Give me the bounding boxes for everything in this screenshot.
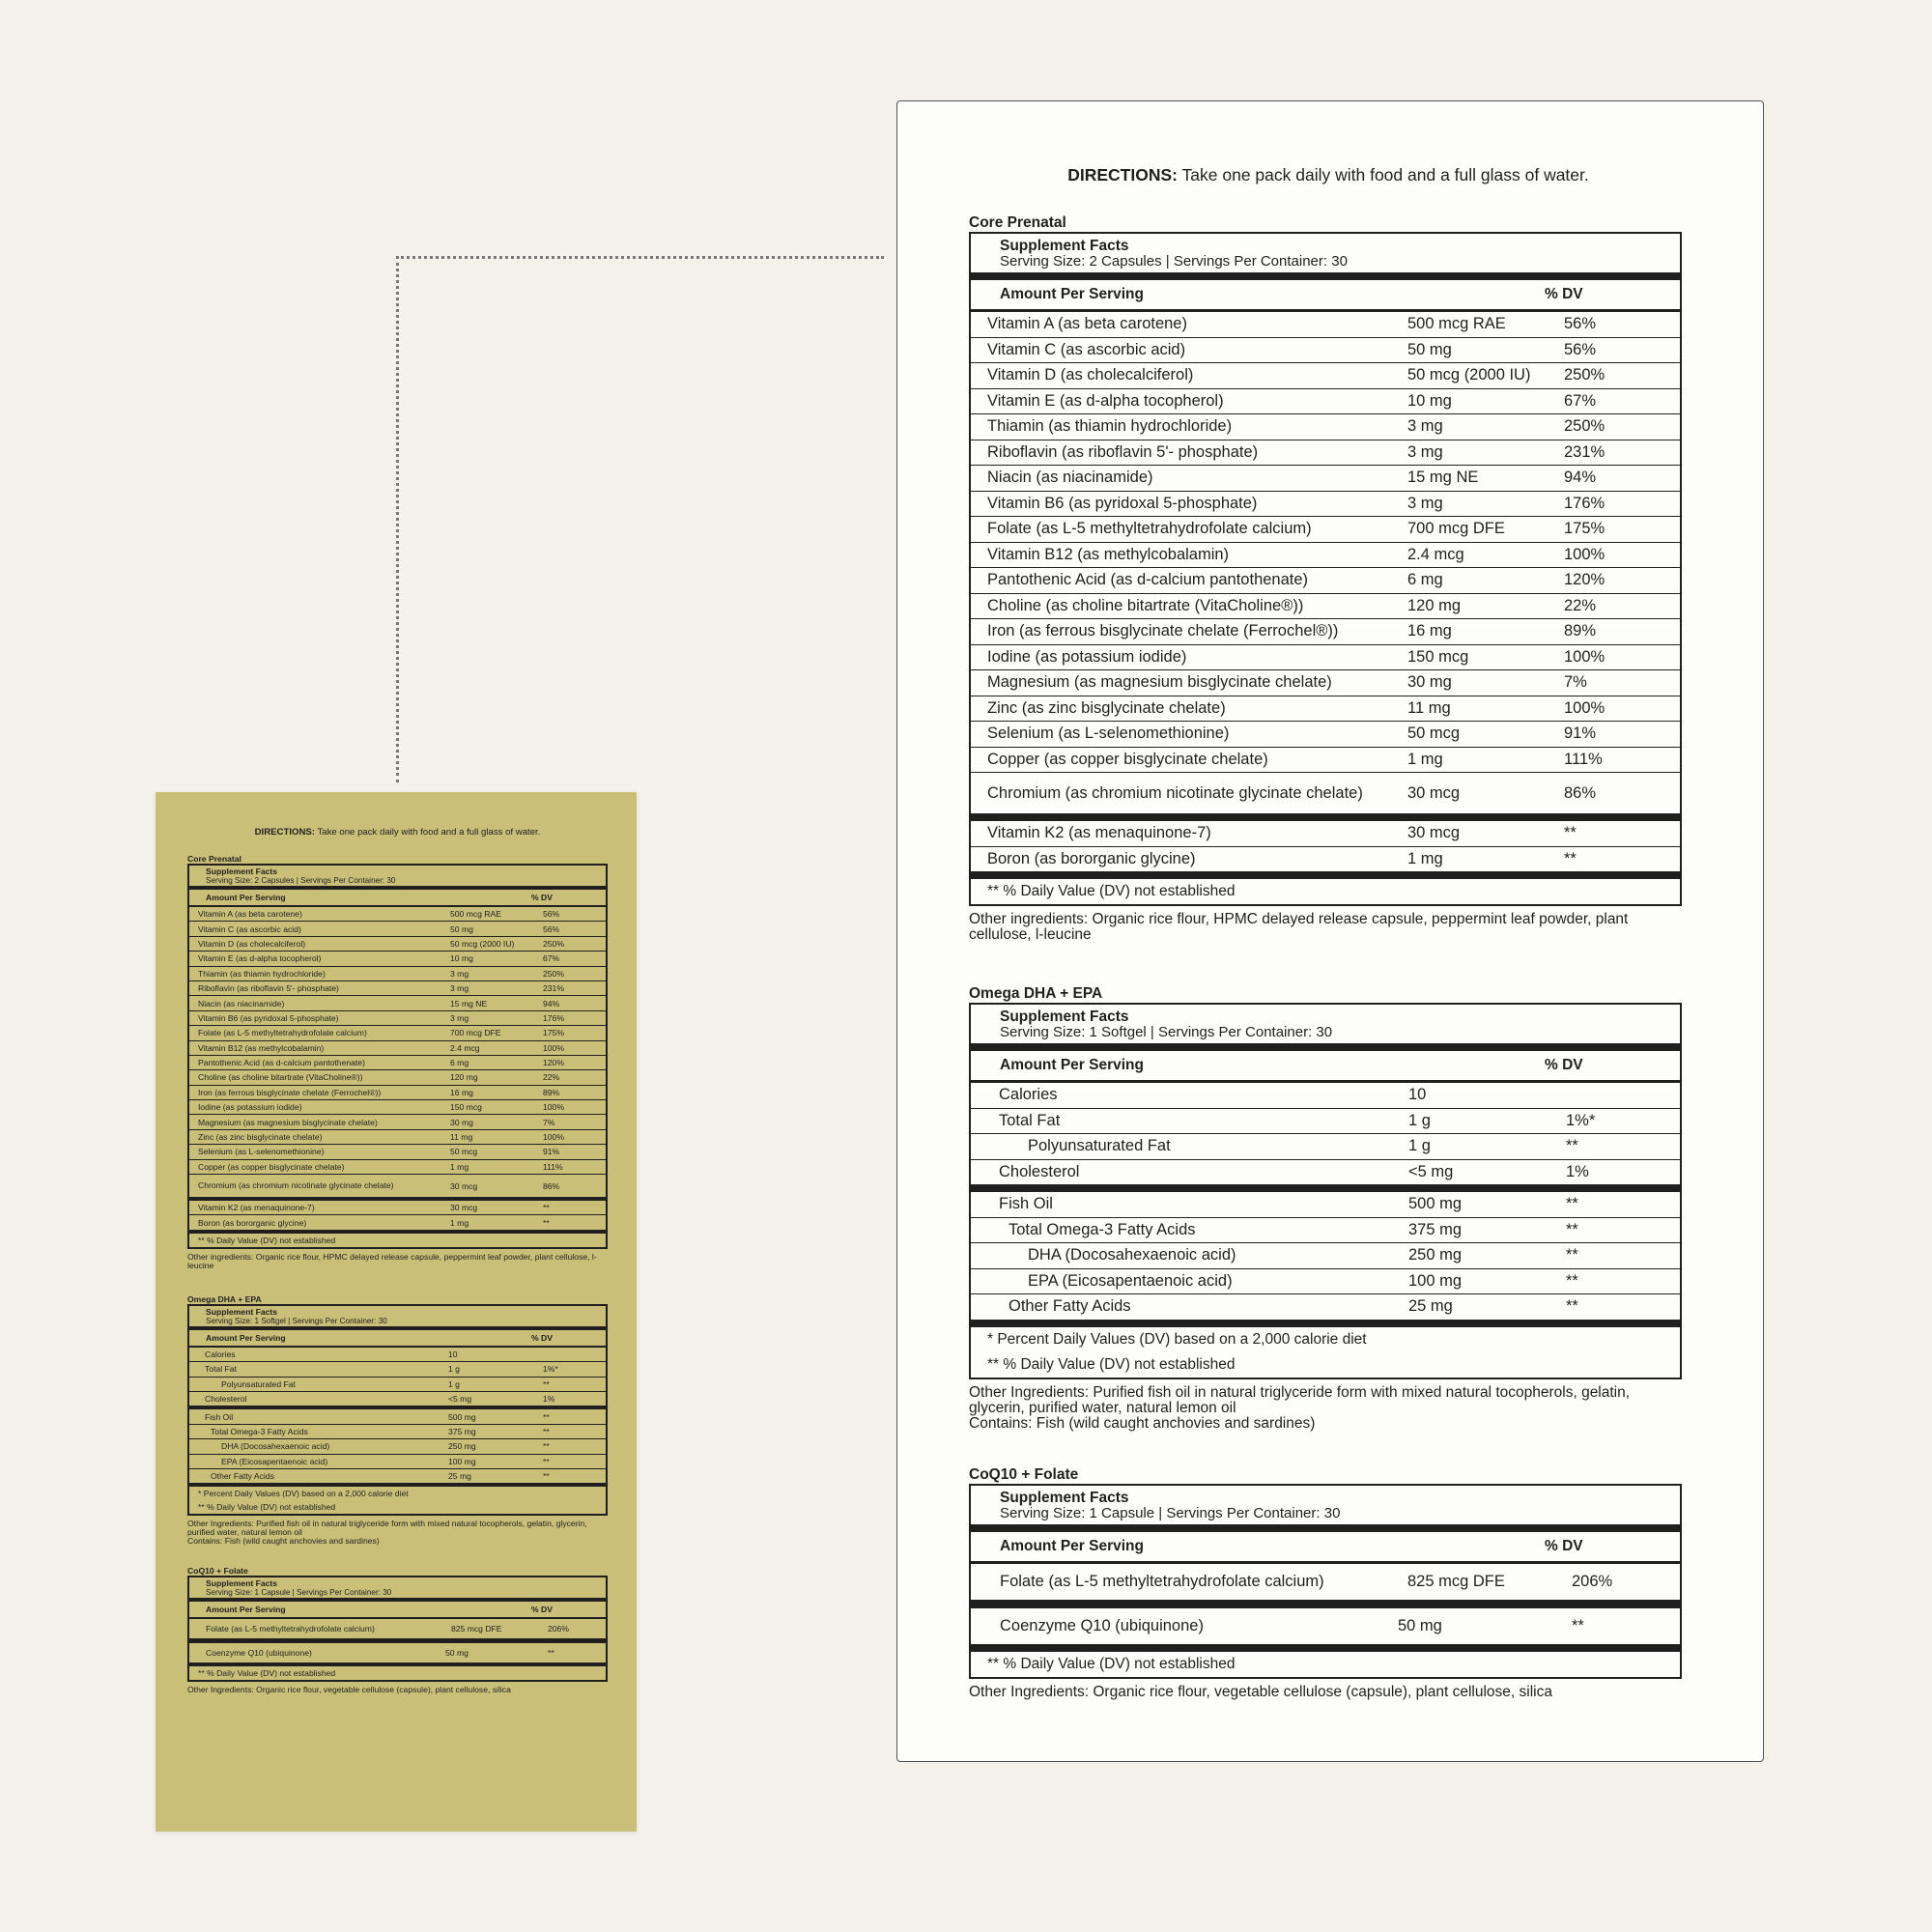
table-row: Choline (as choline bitartrate (VitaCholine®)) 120 mg 22% [971, 594, 1680, 620]
table-row: Magnesium (as magnesium bisglycinate chelate) 30 mg 7% [189, 1115, 606, 1129]
table-row: Chromium (as chromium nicotinate glycinate chelate) 30 mcg 86% [198, 1180, 560, 1191]
facts-header-row: Amount Per Serving % DV [189, 1598, 606, 1619]
omega-title: Omega DHA + EPA [187, 1293, 262, 1304]
table-row: Riboflavin (as riboflavin 5'- phosphate) 3 mg 231% [189, 981, 606, 996]
table-row: Niacin (as niacinamide) 15 mg NE 94% [189, 996, 606, 1010]
connector-line-horizontal [396, 256, 884, 259]
dv-note: ** % Daily Value (DV) not established [987, 1355, 1236, 1373]
table-row: Iodine (as potassium iodide) 150 mcg 100% [189, 1100, 606, 1115]
dv-note: ** % Daily Value (DV) not established [198, 1668, 336, 1679]
coq10-title: CoQ10 + Folate [969, 1465, 1079, 1483]
serving-size: Serving Size: 1 Softgel | Servings Per Container: 30 [206, 1316, 387, 1325]
table-row: Copper (as copper bisglycinate chelate) 1 mg 111% [189, 1160, 606, 1175]
table-row: Zinc (as zinc bisglycinate chelate) 11 mg 100% [971, 696, 1680, 723]
facts-header-row: Amount Per Serving % DV [971, 272, 1680, 312]
supplement-facts-title: Supplement Facts [206, 1578, 278, 1589]
supplement-facts-title: Supplement Facts [1000, 1489, 1129, 1506]
table-row: Total Fat 1 g 1%* [971, 1109, 1680, 1135]
table-row: Vitamin C (as ascorbic acid) 50 mg 56% [971, 338, 1680, 364]
coq10-other-ingredients: Other Ingredients: Organic rice flour, vegetable cellulose (capsule), plant cellulose, silica [969, 1683, 1552, 1700]
facts-header-row: Amount Per Serving % DV [971, 1043, 1680, 1083]
table-row: Vitamin B6 (as pyridoxal 5-phosphate) 3 mg 176% [189, 1011, 606, 1026]
table-row: Magnesium (as magnesium bisglycinate chelate) 30 mg 7% [971, 670, 1680, 696]
table-row: Other Fatty Acids 25 mg ** [1009, 1297, 1578, 1316]
table-row: Selenium (as L-selenomethionine) 50 mcg 91% [971, 722, 1680, 748]
connector-line-vertical [396, 256, 399, 782]
table-row: Vitamin B6 (as pyridoxal 5-phosphate) 3 mg 176% [971, 492, 1680, 518]
table-row: Polyunsaturated Fat 1 g ** [189, 1378, 606, 1392]
directions: DIRECTIONS: Take one pack daily with food and a full glass of water. [1067, 165, 1589, 185]
dv-note: ** % Daily Value (DV) not established [198, 1502, 336, 1513]
omega-other-ingredients: Other Ingredients: Purified fish oil in natural triglyceride form with mixed natural tocopherols, gelatin, glycerin, purified water, natural lemon oil [187, 1519, 587, 1538]
table-row: Cholesterol <5 mg 1% [999, 1162, 1589, 1180]
coq10-facts-panel [969, 1484, 1682, 1679]
table-row: Vitamin B12 (as methylcobalamin) 2.4 mcg 100% [189, 1041, 606, 1056]
table-row: Folate (as L-5 methyltetrahydrofolate calcium) 700 mcg DFE 175% [971, 517, 1680, 543]
table-row: Calories 10 [971, 1083, 1680, 1109]
table-row: Zinc (as zinc bisglycinate chelate) 11 mg 100% [189, 1130, 606, 1145]
table-row: Vitamin K2 (as menaquinone-7) 30 mcg ** [189, 1201, 606, 1215]
omega-other-ingredients: Other Ingredients: Purified fish oil in natural triglyceride form with mixed natural tocopherols, gelatin, glycerin, purified water, natural lemon oil [969, 1383, 1631, 1416]
table-row: EPA (Eicosapentaenoic acid) 100 mg ** [971, 1269, 1680, 1295]
coq10-title: CoQ10 + Folate [187, 1566, 248, 1577]
table-row: Iron (as ferrous bisglycinate chelate (Ferrochel®)) 16 mg 89% [189, 1086, 606, 1100]
table-row: Pantothenic Acid (as d-calcium pantothenate) 6 mg 120% [971, 568, 1680, 594]
core-prenatal-title: Core Prenatal [187, 854, 242, 864]
table-row: Other Fatty Acids 25 mg ** [211, 1471, 550, 1482]
table-row: Total Omega-3 Fatty Acids 375 mg ** [971, 1218, 1680, 1244]
table-row: Calories 10 [189, 1348, 606, 1362]
table-row: Pantothenic Acid (as d-calcium pantothenate) 6 mg 120% [189, 1056, 606, 1070]
table-row: Folate (as L-5 methyltetrahydrofolate calcium) 825 mcg DFE 206% [971, 1564, 1680, 1601]
table-row: Coenzyme Q10 (ubiquinone) 50 mg ** [206, 1648, 554, 1659]
coq10-other-ingredients: Other Ingredients: Organic rice flour, vegetable cellulose (capsule), plant cellulose, silica [187, 1685, 511, 1695]
table-row: Vitamin K2 (as menaquinone-7) 30 mcg ** [971, 821, 1680, 847]
table-row: Boron (as bororganic glycine) 1 mg ** [198, 1217, 550, 1228]
omega-title: Omega DHA + EPA [969, 985, 1103, 1002]
label-thumbnail [156, 792, 637, 1832]
table-row: Fish Oil 500 mg ** [971, 1192, 1680, 1218]
table-row: Vitamin D (as cholecalciferol) 50 mcg (2000 IU) 250% [971, 363, 1680, 389]
core-prenatal-title: Core Prenatal [969, 214, 1066, 231]
omega-contains: Contains: Fish (wild caught anchovies and sardines) [969, 1414, 1316, 1432]
table-row: Vitamin E (as d-alpha tocopherol) 10 mg 67% [189, 952, 606, 966]
table-row: Thiamin (as thiamin hydrochloride) 3 mg 250% [971, 414, 1680, 440]
table-row: Vitamin E (as d-alpha tocopherol) 10 mg 67% [971, 389, 1680, 415]
facts-header-row: Amount Per Serving % DV [189, 1326, 606, 1348]
core-prenatal-facts-panel [187, 864, 608, 1249]
percent-dv-note: * Percent Daily Values (DV) based on a 2,000 calorie diet [987, 1330, 1367, 1348]
dv-note: ** % Daily Value (DV) not established [198, 1235, 336, 1245]
serving-size: Serving Size: 2 Capsules | Servings Per Container: 30 [206, 876, 396, 885]
dv-note: ** % Daily Value (DV) not established [987, 1655, 1236, 1672]
supplement-facts-title: Supplement Facts [1000, 238, 1129, 254]
table-row: Folate (as L-5 methyltetrahydrofolate calcium) 825 mcg DFE 206% [189, 1619, 606, 1639]
table-row: Chromium (as chromium nicotinate glycinate chelate) 30 mcg 86% [987, 783, 1597, 802]
facts-header-row: Amount Per Serving % DV [971, 1524, 1680, 1564]
table-row: Riboflavin (as riboflavin 5'- phosphate) 3 mg 231% [971, 440, 1680, 467]
table-row: Total Fat 1 g 1%* [189, 1362, 606, 1377]
table-row: Choline (as choline bitartrate (VitaCholine®)) 120 mg 22% [189, 1070, 606, 1085]
table-row: Thiamin (as thiamin hydrochloride) 3 mg 250% [189, 967, 606, 981]
supplement-facts-title: Supplement Facts [1000, 1009, 1129, 1025]
table-row: DHA (Docosahexaenoic acid) 250 mg ** [971, 1243, 1680, 1269]
omega-contains: Contains: Fish (wild caught anchovies and sardines) [187, 1536, 380, 1547]
table-row: DHA (Docosahexaenoic acid) 250 mg ** [189, 1439, 606, 1454]
table-row: Vitamin A (as beta carotene) 500 mcg RAE 56% [189, 907, 606, 922]
table-row: Niacin (as niacinamide) 15 mg NE 94% [971, 466, 1680, 492]
facts-header-row: Amount Per Serving % DV [189, 886, 606, 907]
serving-size: Serving Size: 2 Capsules | Servings Per Container: 30 [1000, 253, 1348, 270]
table-row: Boron (as bororganic glycine) 1 mg ** [987, 849, 1577, 867]
table-row: Vitamin D (as cholecalciferol) 50 mcg (2000 IU) 250% [189, 937, 606, 952]
table-row: Cholesterol <5 mg 1% [205, 1394, 555, 1405]
table-row: Total Omega-3 Fatty Acids 375 mg ** [189, 1425, 606, 1439]
table-row: Vitamin C (as ascorbic acid) 50 mg 56% [189, 922, 606, 936]
table-row: Coenzyme Q10 (ubiquinone) 50 mg ** [1000, 1616, 1584, 1634]
table-row: Vitamin A (as beta carotene) 500 mcg RAE 56% [971, 312, 1680, 338]
supplement-facts-title: Supplement Facts [206, 1306, 278, 1317]
serving-size: Serving Size: 1 Capsule | Servings Per Container: 30 [1000, 1504, 1341, 1521]
directions: DIRECTIONS: Take one pack daily with food and a full glass of water. [254, 827, 541, 838]
omega-facts-panel [969, 1003, 1682, 1379]
dv-note: ** % Daily Value (DV) not established [987, 883, 1236, 899]
table-row: Fish Oil 500 mg ** [189, 1409, 606, 1424]
table-row: Selenium (as L-selenomethionine) 50 mcg 91% [189, 1145, 606, 1159]
table-row: Vitamin B12 (as methylcobalamin) 2.4 mcg 100% [971, 543, 1680, 569]
table-row: EPA (Eicosapentaenoic acid) 100 mg ** [189, 1455, 606, 1469]
percent-dv-note: * Percent Daily Values (DV) based on a 2,000 calorie diet [198, 1489, 409, 1499]
table-row: Polyunsaturated Fat 1 g ** [971, 1134, 1680, 1160]
table-row: Iodine (as potassium iodide) 150 mcg 100% [971, 645, 1680, 671]
table-row: Copper (as copper bisglycinate chelate) 1 mg 111% [971, 748, 1680, 774]
core-other-ingredients: Other ingredients: Organic rice flour, HPMC delayed release capsule, peppermint leaf powder, plant cellulose, l-leucine [187, 1251, 597, 1270]
core-other-ingredients: Other ingredients: Organic rice flour, HPMC delayed release capsule, peppermint leaf powder, plant cellulose, l-leucine [969, 911, 1629, 943]
serving-size: Serving Size: 1 Softgel | Servings Per Container: 30 [1000, 1024, 1333, 1040]
table-row: Folate (as L-5 methyltetrahydrofolate calcium) 700 mcg DFE 175% [189, 1026, 606, 1040]
core-prenatal-facts-panel [969, 232, 1682, 906]
serving-size: Serving Size: 1 Capsule | Servings Per Container: 30 [206, 1588, 392, 1598]
supplement-facts-title: Supplement Facts [206, 867, 278, 876]
table-row: Iron (as ferrous bisglycinate chelate (Ferrochel®)) 16 mg 89% [971, 619, 1680, 645]
coq10-facts-panel [187, 1576, 608, 1682]
label-zoomed [896, 100, 1764, 1762]
omega-facts-panel [187, 1304, 608, 1517]
